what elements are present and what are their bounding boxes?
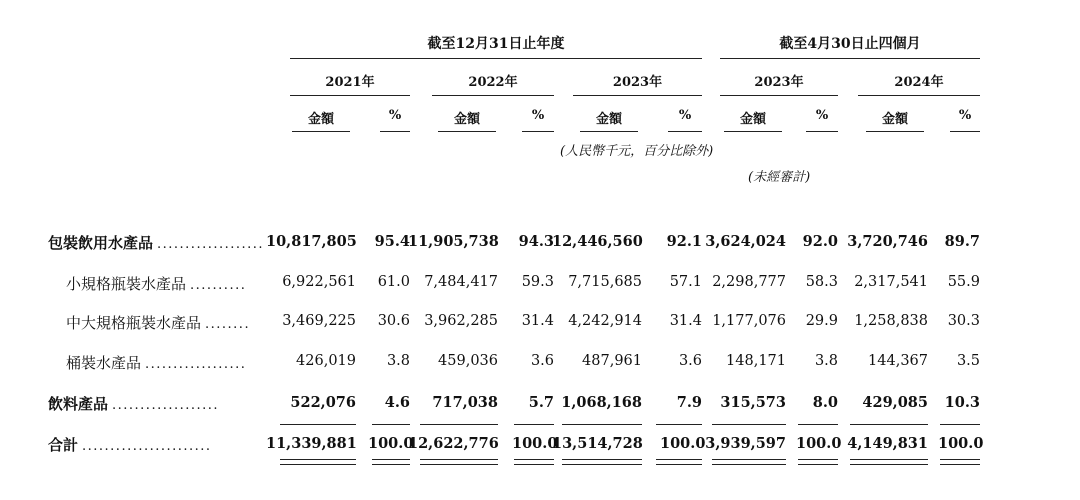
row-leader (205, 313, 250, 332)
amount-cell: 2,298,777 (712, 274, 786, 290)
year-2024-interim-rule (858, 95, 980, 96)
amount-cell: 4,149,831 (847, 435, 928, 452)
percent-cell: 100.0 (368, 435, 414, 452)
total-rule-2023-amount (562, 459, 642, 465)
amount-cell: 1,068,168 (561, 394, 642, 411)
percent-cell: 29.9 (805, 313, 838, 329)
percent-cell: 55.9 (947, 274, 980, 290)
rule-pct-2024-interim (950, 131, 980, 132)
percent-cell: 100.0 (512, 435, 558, 452)
unit-note: (人民幣千元，百分比除外) (560, 144, 714, 159)
amount-cell: 429,085 (862, 394, 928, 411)
amount-cell: 3,469,225 (282, 313, 356, 329)
subtotal-rule-2023-amount (562, 424, 642, 425)
percent-cell: 31.4 (669, 313, 702, 329)
rule-pct-2022 (522, 131, 554, 132)
percent-cell: 3.6 (530, 353, 554, 369)
subtotal-rule-2023i-amount (712, 424, 786, 425)
col-pct-2023: % (678, 108, 692, 123)
percent-cell: 58.3 (805, 274, 838, 290)
amount-cell: 426,019 (296, 353, 356, 369)
amount-cell: 12,446,560 (552, 233, 643, 250)
total-rule-2023i-pct (798, 459, 838, 465)
total-rule-2022-pct (514, 459, 554, 465)
percent-cell: 100.0 (938, 435, 984, 452)
amount-cell: 144,367 (868, 353, 928, 369)
rule-pct-2023-interim (806, 131, 838, 132)
subtotal-rule-2022-amount (420, 424, 498, 425)
amount-cell: 148,171 (726, 353, 786, 369)
percent-cell: 92.0 (802, 233, 838, 250)
col-amount-2022: 金額 (453, 112, 480, 127)
total-rule-2024i-pct (940, 459, 980, 465)
subtotal-rule-2023i-pct (798, 424, 838, 425)
row-label: 合計 (48, 436, 79, 454)
rule-amount-2023 (580, 131, 638, 132)
amount-cell: 6,922,561 (282, 274, 356, 290)
percent-cell: 94.3 (518, 233, 554, 250)
percent-cell: 30.3 (947, 313, 980, 329)
amount-cell: 3,624,024 (705, 233, 786, 250)
amount-cell: 2,317,541 (854, 274, 928, 290)
col-amount-2021: 金額 (307, 112, 334, 127)
amount-cell: 10,817,805 (266, 233, 357, 250)
row-leader (157, 233, 264, 252)
total-rule-2023-pct (656, 459, 702, 465)
col-pct-2023-interim: % (815, 108, 829, 123)
subtotal-rule-2021-amount (280, 424, 356, 425)
col-pct-2024-interim: % (958, 108, 972, 123)
percent-cell: 3.5 (956, 353, 980, 369)
percent-cell: 92.1 (666, 233, 702, 250)
percent-cell: 3.8 (814, 353, 838, 369)
subtotal-rule-2024i-amount (850, 424, 928, 425)
amount-cell: 11,905,738 (408, 233, 499, 250)
amount-cell: 13,514,728 (552, 435, 643, 452)
total-rule-2021-pct (372, 459, 410, 465)
percent-cell: 95.4 (374, 233, 410, 250)
row-leader-dots: .......... (190, 278, 247, 293)
rule-amount-2023-interim (724, 131, 782, 132)
amount-cell: 717,038 (432, 394, 498, 411)
col-pct-2022: % (531, 108, 545, 123)
amount-cell: 459,036 (438, 353, 498, 369)
subtotal-rule-2022-pct (514, 424, 554, 425)
percent-cell: 8.0 (812, 394, 838, 411)
amount-cell: 3,962,285 (424, 313, 498, 329)
amount-cell: 1,258,838 (854, 313, 928, 329)
year-2023-rule (573, 95, 702, 96)
rule-amount-2022 (438, 131, 496, 132)
amount-cell: 12,622,776 (408, 435, 499, 452)
row-leader (112, 394, 219, 413)
percent-cell: 100.0 (660, 435, 706, 452)
amount-cell: 1,177,076 (712, 313, 786, 329)
total-rule-2023i-amount (712, 459, 786, 465)
year-2022-rule (432, 95, 554, 96)
col-amount-2024-interim: 金額 (881, 112, 908, 127)
percent-cell: 3.6 (678, 353, 702, 369)
header-annual: 截至12月31日止年度 (427, 36, 565, 52)
total-rule-2022-amount (420, 459, 498, 465)
rule-pct-2021 (380, 131, 410, 132)
amount-cell: 3,720,746 (847, 233, 928, 250)
year-2023-interim-rule (720, 95, 838, 96)
year-2022: 2022年 (468, 75, 518, 90)
percent-cell: 61.0 (377, 274, 410, 290)
col-amount-2023: 金額 (595, 112, 622, 127)
amount-cell: 3,939,597 (705, 435, 786, 452)
year-2021-rule (290, 95, 410, 96)
percent-cell: 31.4 (521, 313, 554, 329)
row-label: 中大規格瓶裝水產品 (66, 314, 202, 332)
amount-cell: 7,484,417 (424, 274, 498, 290)
percent-cell: 57.1 (669, 274, 702, 290)
col-amount-2023-interim: 金額 (739, 112, 766, 127)
subtotal-rule-2021-pct (372, 424, 410, 425)
row-label: 飲料產品 (48, 395, 109, 413)
subtotal-rule-2023-pct (656, 424, 702, 425)
percent-cell: 10.3 (944, 394, 980, 411)
amount-cell: 11,339,881 (266, 435, 357, 452)
year-2024-interim: 2024年 (894, 75, 944, 90)
amount-cell: 315,573 (720, 394, 786, 411)
percent-cell: 3.8 (386, 353, 410, 369)
subtotal-rule-2024i-pct (940, 424, 980, 425)
rule-pct-2023 (668, 131, 702, 132)
rule-amount-2021 (292, 131, 350, 132)
percent-cell: 5.7 (528, 394, 554, 411)
row-leader-dots: .................. (145, 357, 247, 372)
row-leader-dots: ................... (157, 237, 265, 252)
total-rule-2021-amount (280, 459, 356, 465)
unaudited-note: (未經審計) (748, 170, 811, 185)
header-annual-rule (290, 58, 702, 59)
percent-cell: 59.3 (521, 274, 554, 290)
row-leader (190, 274, 246, 293)
percent-cell: 4.6 (384, 394, 410, 411)
year-2023: 2023年 (612, 75, 663, 90)
row-label: 包裝飲用水產品 (48, 234, 154, 252)
header-interim: 截至4月30日止四個月 (779, 36, 921, 52)
row-label: 小規格瓶裝水產品 (66, 275, 187, 293)
row-leader-dots: ................... (112, 398, 220, 413)
col-pct-2021: % (388, 108, 402, 123)
row-leader (145, 353, 246, 372)
row-leader-dots: ....................... (82, 439, 212, 454)
amount-cell: 522,076 (290, 394, 356, 411)
row-label: 桶裝水產品 (66, 354, 142, 372)
rule-amount-2024-interim (866, 131, 924, 132)
amount-cell: 487,961 (582, 353, 642, 369)
row-leader-dots: ........ (205, 317, 251, 332)
amount-cell: 4,242,914 (568, 313, 642, 329)
amount-cell: 7,715,685 (568, 274, 642, 290)
percent-cell: 89.7 (944, 233, 980, 250)
header-interim-rule (720, 58, 980, 59)
row-leader (82, 435, 212, 454)
year-2023-interim: 2023年 (754, 75, 804, 90)
percent-cell: 100.0 (796, 435, 842, 452)
percent-cell: 7.9 (676, 394, 702, 411)
percent-cell: 30.6 (377, 313, 410, 329)
year-2021: 2021年 (325, 75, 375, 90)
total-rule-2024i-amount (850, 459, 928, 465)
